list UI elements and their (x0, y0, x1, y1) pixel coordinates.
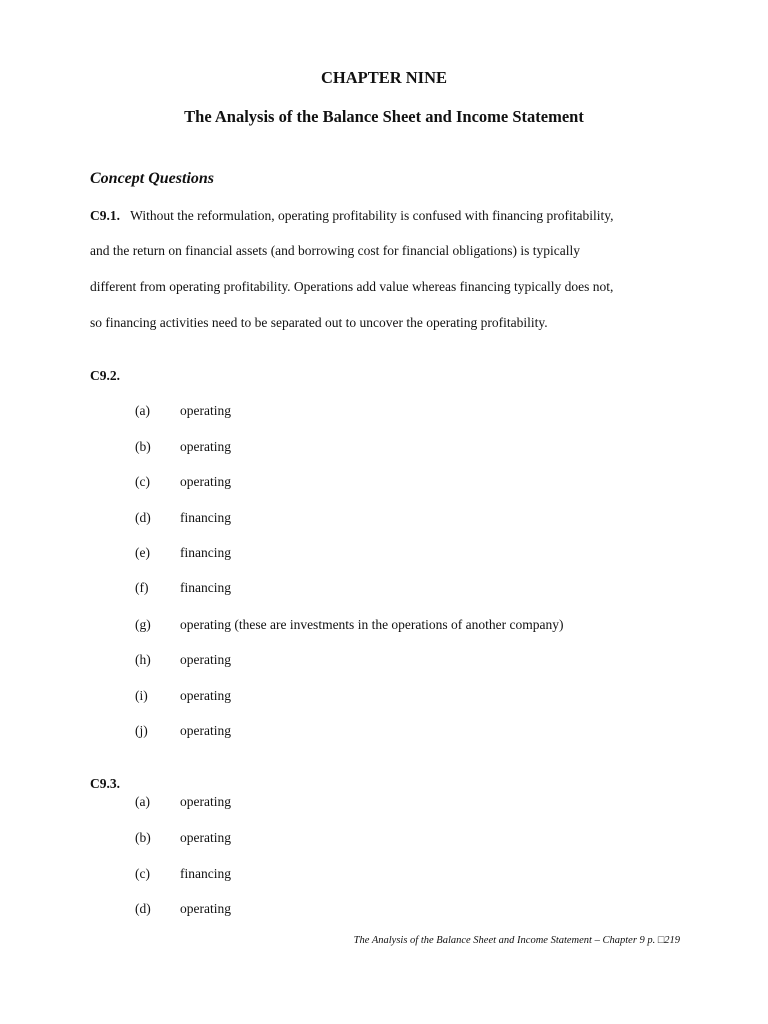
footer-page-glyph: □ (657, 935, 665, 946)
item-text: operating (180, 652, 231, 667)
item-letter: (f) (135, 580, 149, 595)
item-letter: (a) (135, 403, 150, 418)
item-letter: (i) (135, 688, 148, 703)
item-text: operating (180, 830, 231, 845)
c92-item-b (0, 439, 768, 457)
c92-item-c (0, 474, 768, 492)
item-text: financing (180, 510, 231, 525)
c92-item-g (0, 617, 768, 635)
c93-item-d (0, 901, 768, 919)
c92-item-f (0, 580, 768, 598)
footer-chapter: Chapter 9 p. (602, 935, 656, 946)
item-letter: (d) (135, 510, 151, 525)
c91-line-4: so financing activities need to be separated out to uncover the operating profitability. (90, 315, 548, 330)
item-letter: (a) (135, 794, 150, 809)
item-text: operating (180, 403, 231, 418)
item-letter: (g) (135, 617, 151, 632)
footer-title: The Analysis of the Balance Sheet and Income Statement (353, 935, 592, 946)
c92-item-e (0, 545, 768, 563)
item-letter: (c) (135, 474, 150, 489)
item-text: financing (180, 580, 231, 595)
c93-item-b (0, 830, 768, 848)
item-letter: (e) (135, 545, 150, 560)
c93-item-a (0, 794, 768, 812)
c93-label: C9.3. (90, 776, 120, 791)
chapter-title: CHAPTER NINE (320, 68, 448, 87)
c92-item-h (0, 652, 768, 670)
item-letter: (c) (135, 866, 150, 881)
item-letter: (j) (135, 723, 148, 738)
c92-item-d (0, 510, 768, 528)
c91-line-2: and the return on financial assets (and borrowing cost for financial obligations) is typically (90, 243, 580, 258)
c91-line-1 (90, 208, 613, 224)
item-text: operating (180, 439, 231, 454)
c92-item-i (0, 688, 768, 706)
item-letter: (h) (135, 652, 151, 667)
c92-item-a (0, 403, 768, 421)
item-text: financing (180, 866, 231, 881)
item-letter: (b) (135, 830, 151, 845)
item-text: operating (180, 901, 231, 916)
document-title: The Analysis of the Balance Sheet and Income Statement (184, 107, 584, 126)
item-text: operating (these are investments in the operations of another company) (180, 617, 564, 632)
item-text: operating (180, 723, 231, 738)
item-text: financing (180, 545, 231, 560)
item-text: operating (180, 794, 231, 809)
footer-separator: – (594, 935, 600, 946)
item-text: operating (180, 688, 231, 703)
c93-item-c (0, 866, 768, 884)
c91-line-3: different from operating profitability. Operations add value whereas financing typically does not, (90, 279, 614, 294)
c92-label: C9.2. (90, 368, 120, 383)
item-letter: (b) (135, 439, 151, 454)
c92-item-j (0, 723, 768, 741)
c91-text-line-1: Without the reformulation, operating profitability is confused with financing profitability, (130, 208, 614, 223)
page-footer (354, 935, 680, 946)
item-text: operating (180, 474, 231, 489)
section-heading: Concept Questions (90, 170, 215, 187)
footer-page-number: 219 (664, 935, 680, 946)
c91-label: C9.1. (90, 208, 120, 223)
item-letter: (d) (135, 901, 151, 916)
